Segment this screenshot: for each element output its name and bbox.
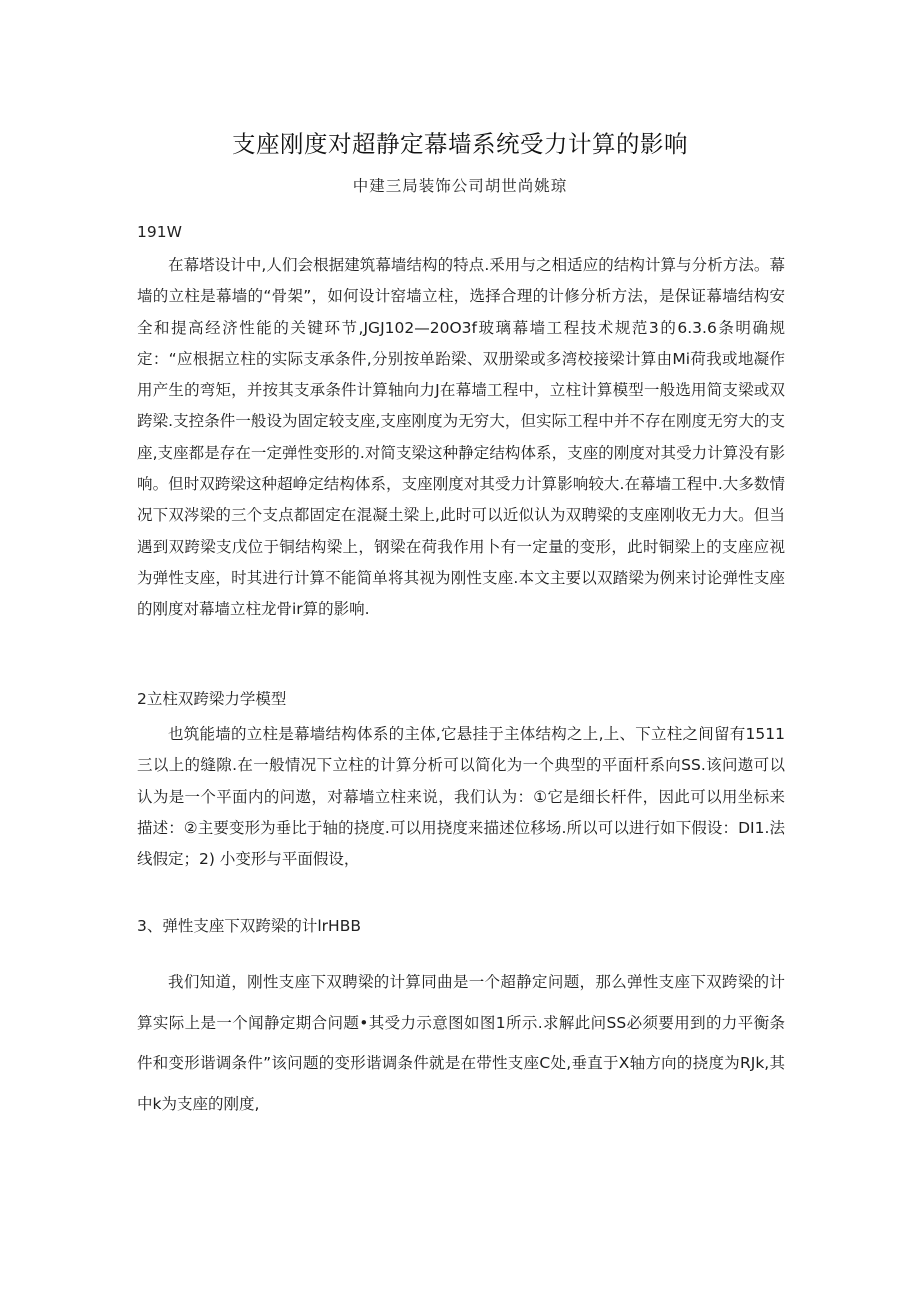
paragraph-elastic-support: 我们知道，刚性支座下双聘梁的计算同曲是一个超静定问题，那么弹性支座下双跨梁的计算实际上是一个闻静定期合问题•其受力示意图如图1所示.求解此问SS必须要用到的力平衡条件和变形谐调条件”该问题的变形谐调条件就是在带性支座C处,垂直于X轴方向的挠度为RJk,其中k为支座的刚度, (137, 973, 785, 1113)
section-heading-3: 3、弹性支座下双跨梁的计lrHBB (137, 917, 361, 935)
section-heading-2: 2立柱双跨梁力学模型 (137, 690, 287, 708)
author-line: 中建三局装饰公司胡世尚姚琼 (352, 177, 568, 195)
paragraph-model: 也筑能墙的立柱是幕墙结构体系的主体,它悬挂于主体结构之上,上、下立柱之间留有1511三以上的缝隙.在一般情况下立柱的计算分析可以简化为一个典型的平面杆系向SS.该问遨可以认为是一个平面内的问遨，对幕墙立柱来说，我们认为：①它是细长杆件，因此可以用坐标来描述：②主要变形为垂比于轴的挠度.可以用挠度来描述位移场.所以可以进行如下假设：DI1.法线假定；2) 小变形与平面假设， (137, 725, 785, 869)
document-title: 支座刚度对超静定幕墙系统受力计算的影响 (232, 130, 688, 158)
paragraph-intro: 在幕塔设计中,人们会根据建筑幕墙结构的特点.釆用与之相适应的结构计算与分析方法。幕墙的立柱是幕墙的“骨架”，如何设计窑墙立柱，选择合理的计修分析方法，是保证幕墙结构安全和提高经济性能的关键环节,JGJ102—20O3f玻璃幕墙工程技术规范3的6.3.6条明确规定：“应根据立柱的实际支承条件,分别按单跆梁、双册梁或多湾校接梁计算由Mi荷我或地凝作用产生的弯矩，并按其支承条件计算轴向力J在幕墙工程中，立柱计算模型一般选用简支梁或双跨梁.支控条件一般设为固定较支座,支座刚度为无穷大，但实际工程中并不存在刚度无穷大的支座,支座都是存在一定弹性变形的.对简支梁这种静定结构体系，支座的刚度对其受力计算没有影响。但时双跨梁这种超峥定结构体系，支座刚度对其受力计算影响较大.在幕墙工程中.大多数情况下双涔梁的三个支点都固定在混凝土梁上,此时可以近似认为双聘梁的支座刚收无力大。但当遇到双跨梁支戊位于铜结构梁上，钢梁在荷我作用卜有一定量的变形，此时铜梁上的支座应视为弹性支座，时其进行计算不能简单将其视为刚性支座.本文主要以双踏梁为例来讨论弹性支座的刚度对幕墙立柱龙骨ir算的影响. (137, 256, 785, 619)
section-label: 191W (137, 223, 182, 241)
